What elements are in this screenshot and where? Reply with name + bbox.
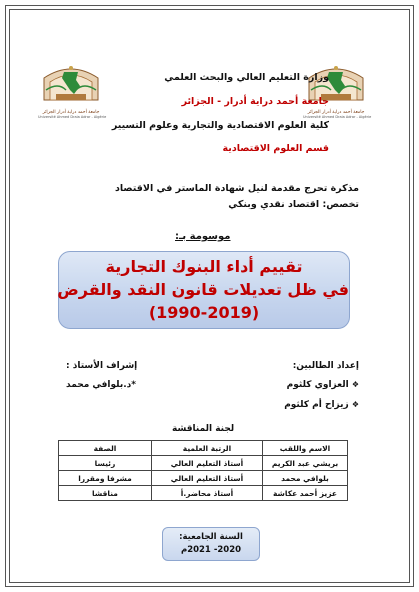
jury-table xyxy=(58,440,348,501)
table-cell: مشرفا ومقررا xyxy=(59,471,152,486)
logo-caption-en: Université Ahmed Draia Adrar - Algérie xyxy=(303,115,372,119)
thesis-title-years: (1990-2019) xyxy=(148,303,260,322)
logo-caption-en: Université Ahmed Draia Adrar - Algérie xyxy=(38,115,107,119)
student-item xyxy=(284,400,359,410)
university-emblem-icon xyxy=(38,60,104,108)
diamond-bullet-icon: ❖ xyxy=(351,400,359,409)
logo-caption-ar: جامعة أحمد دراية أدرار الجزائر xyxy=(307,110,365,115)
titled-label: موسومة بـ: xyxy=(175,231,231,242)
table-cell: أستاذ التعليم العالي xyxy=(152,456,263,471)
table-cell: بريشي عبد الكريم xyxy=(263,456,348,471)
academic-year-value: 2020- 2021م xyxy=(180,545,242,555)
diamond-bullet-icon: ❖ xyxy=(351,380,359,389)
faculty-name: كلية العلوم الاقتصادية والتجارية وعلوم التسيير xyxy=(111,120,329,131)
table-cell: أستاذ محاضر.أ xyxy=(152,486,263,501)
memoir-description: مذكرة تحرج مقدمة لنيل شهادة الماستر في الاقتصاد xyxy=(114,183,359,194)
ministry-name: وزارة التعليم العالي والبحث العلمي xyxy=(164,72,329,83)
student-item xyxy=(287,380,359,390)
table-cell: بلوافي محمد xyxy=(263,471,348,486)
university-logo-left xyxy=(38,60,107,119)
table-header-cell: الاسم واللقب xyxy=(263,441,348,456)
logo-caption-ar: جامعة أحمد دراية أدرار الجزائر xyxy=(42,110,100,115)
student-name: العزاوي كلثوم xyxy=(286,380,349,390)
supervisor-name: *د.بلوافي محمد xyxy=(66,380,136,390)
memoir-specialty: تخصص: اقتصاد نقدي وبنكي xyxy=(228,199,359,210)
academic-year-label: السنة الجامعية: xyxy=(179,532,243,542)
table-cell: رئيسا xyxy=(59,456,152,471)
thesis-title-box xyxy=(58,251,350,329)
thesis-title-line-2: في ظل تعديلات قانون النقد والقرض xyxy=(57,280,349,299)
table-header-cell: الرتبة العلمية xyxy=(152,441,263,456)
table-cell: مناقشا xyxy=(59,486,152,501)
university-name: جامعة أحمد دراية أدرار - الجزائر xyxy=(181,96,329,107)
table-header-cell: الصفة xyxy=(59,441,152,456)
department-name: قسم العلوم الاقتصادية xyxy=(222,143,329,154)
table-cell: أستاذ التعليم العالي xyxy=(152,471,263,486)
table-row xyxy=(59,471,348,486)
table-row xyxy=(59,456,348,471)
table-header-row xyxy=(59,441,348,456)
table-cell: عزيز أحمد عكاشة xyxy=(263,486,348,501)
student-name: زيزاح أم كلثوم xyxy=(284,400,349,410)
supervisor-label: إشراف الأستاذ : xyxy=(66,361,138,371)
academic-year-box xyxy=(162,527,260,561)
jury-title: لجنة المناقشة xyxy=(172,424,235,434)
table-row xyxy=(59,486,348,501)
thesis-title-line-1: تقييم أداء البنوك التجارية xyxy=(105,257,303,276)
students-label: إعداد الطالبين: xyxy=(292,361,359,371)
